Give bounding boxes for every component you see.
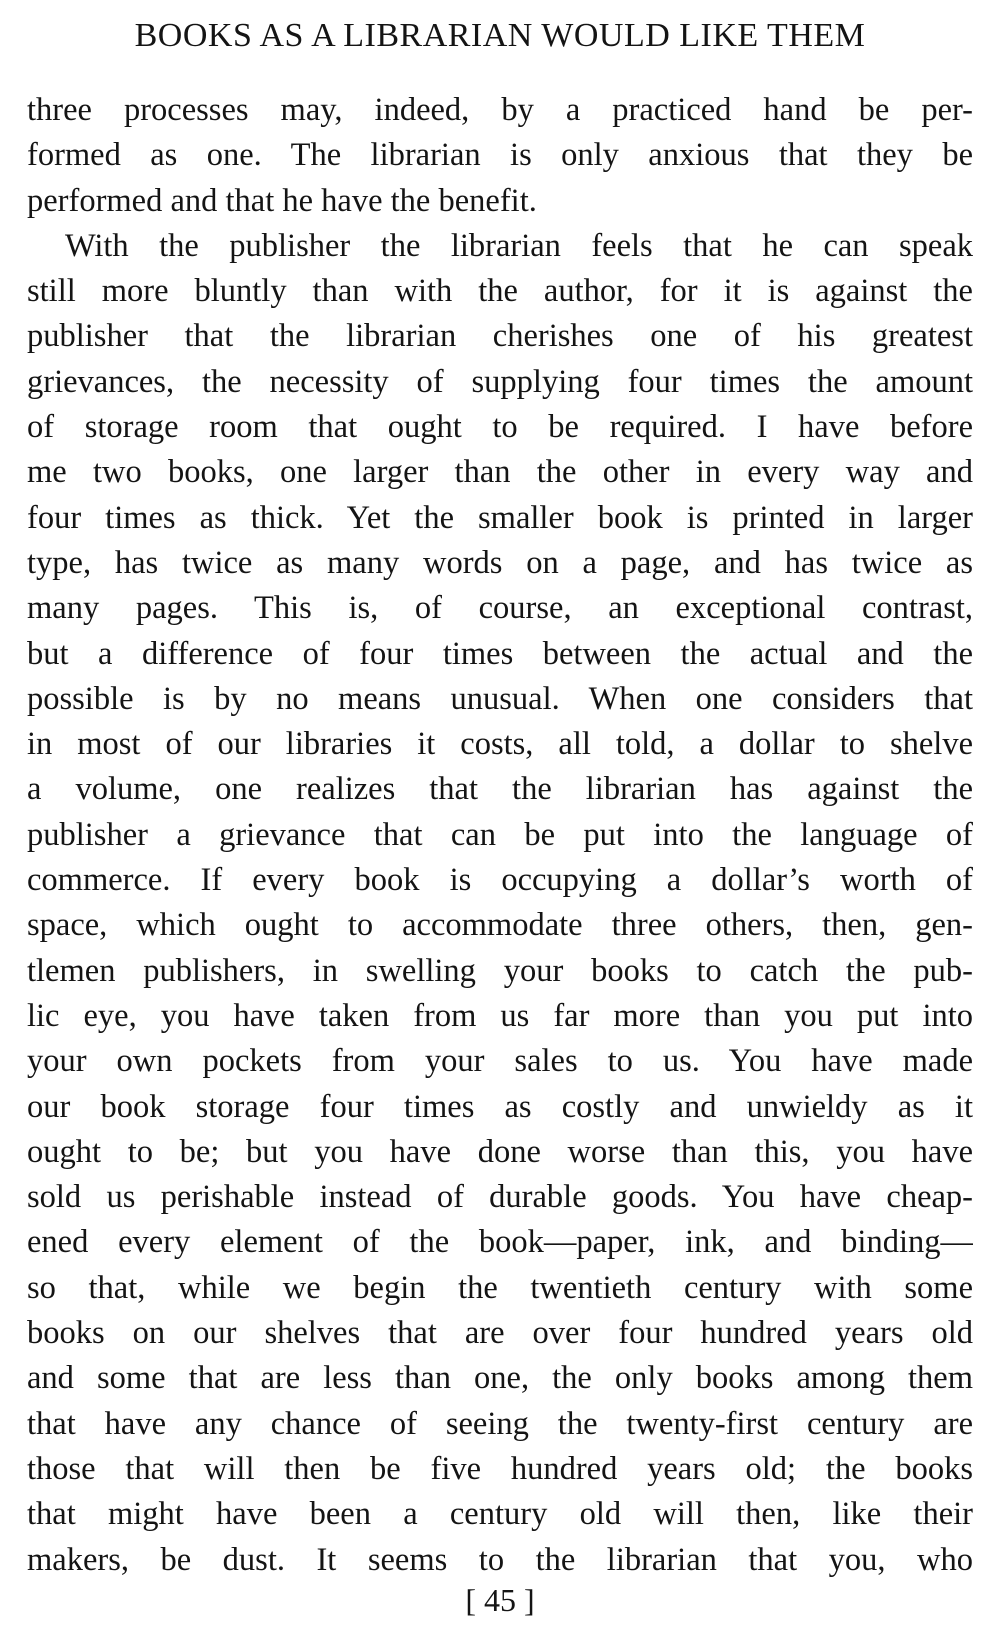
text-line: publisher that the librarian cherishes one of his greatest	[27, 318, 973, 355]
text-line: possible is by no means unusual. When one considers that	[27, 680, 973, 717]
text-line: still more bluntly than with the author, for it is against the	[27, 273, 973, 310]
text-line: and some that are less than one, the only books among them	[27, 1360, 973, 1397]
text-line: a volume, one realizes that the librarian has against the	[27, 771, 973, 808]
text-line: sold us perishable instead of durable goods. You have cheap-	[27, 1179, 973, 1216]
text-line: formed as one. The librarian is only anxious that they be	[27, 137, 973, 174]
text-line: makers, be dust. It seems to the librarian that you, who	[27, 1541, 973, 1578]
text-line: tlemen publishers, in swelling your books to catch the pub-	[27, 952, 973, 989]
text-line: in most of our libraries it costs, all told, a dollar to shelve	[27, 726, 973, 763]
paragraph-first-line: With the publisher the librarian feels that he can speak	[65, 227, 973, 264]
text-line: books on our shelves that are over four hundred years old	[27, 1315, 973, 1352]
text-line: of storage room that ought to be required. I have before	[27, 409, 973, 446]
page-number: [ 45 ]	[465, 1582, 535, 1618]
text-line: performed and that he have the benefit.	[27, 182, 537, 219]
text-line: ought to be; but you have done worse than this, you have	[27, 1133, 973, 1170]
text-line: those that will then be five hundred years old; the books	[27, 1450, 973, 1487]
text-line: ened every element of the book—paper, ink, and binding—	[27, 1224, 973, 1261]
text-line: publisher a grievance that can be put into the language of	[27, 816, 973, 853]
text-line: commerce. If every book is occupying a dollar’s worth of	[27, 862, 973, 899]
text-line: so that, while we begin the twentieth century with some	[27, 1269, 973, 1306]
text-line: type, has twice as many words on a page, and has twice as	[27, 544, 973, 581]
running-title: BOOKS AS A LIBRARIAN WOULD LIKE THEM	[134, 17, 866, 54]
text-line: me two books, one larger than the other in every way and	[27, 454, 973, 491]
text-line: three processes may, indeed, by a practiced hand be per-	[27, 92, 973, 128]
text-line: that have any chance of seeing the twenty-first century are	[27, 1405, 973, 1442]
text-line: our book storage four times as costly and unwieldy as it	[27, 1088, 973, 1125]
text-line: space, which ought to accommodate three others, then, gen-	[27, 907, 973, 944]
text-line: many pages. This is, of course, an exceptional contrast,	[27, 590, 973, 627]
text-line: but a difference of four times between the actual and the	[27, 635, 973, 672]
text-line: that might have been a century old will then, like their	[27, 1496, 973, 1533]
text-line: your own pockets from your sales to us. You have made	[27, 1043, 973, 1080]
body-text	[27, 88, 973, 1583]
text-line: lic eye, you have taken from us far more than you put into	[27, 997, 973, 1034]
text-line: four times as thick. Yet the smaller book is printed in larger	[27, 499, 973, 536]
text-line: grievances, the necessity of supplying four times the amount	[27, 363, 973, 400]
